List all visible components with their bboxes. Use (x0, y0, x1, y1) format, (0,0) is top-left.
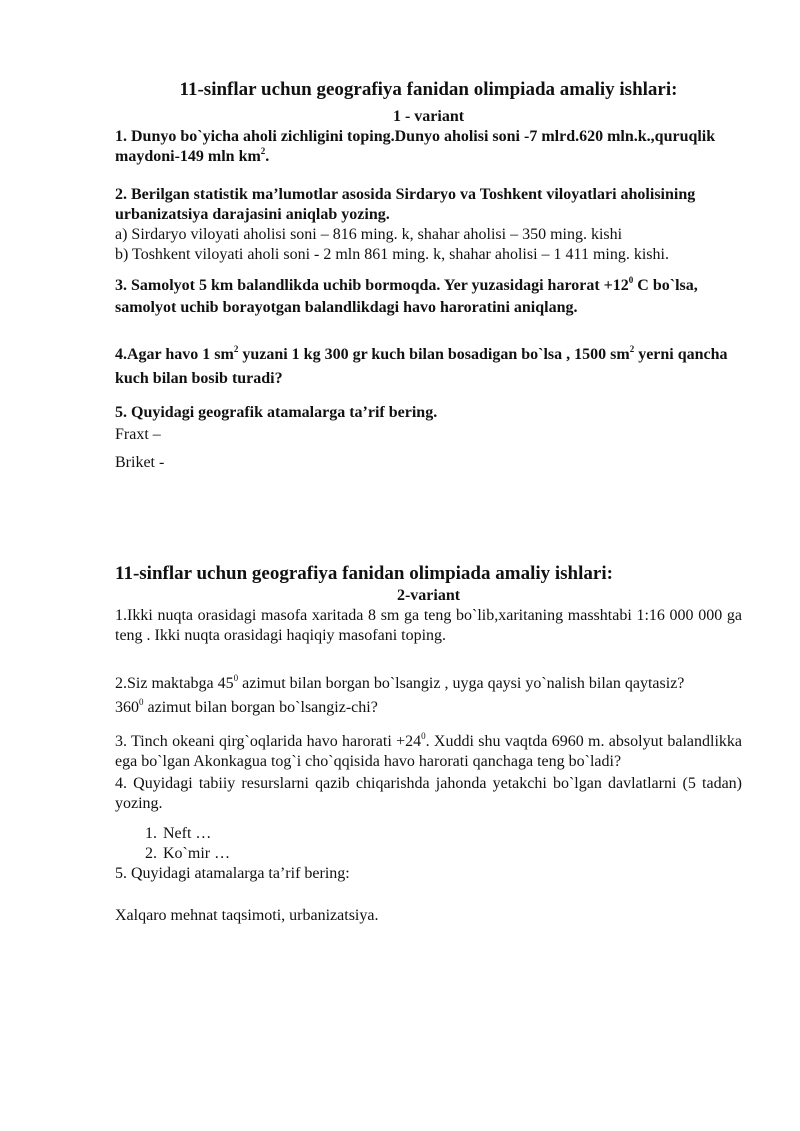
v2-question-2: 2.Siz maktabga $45^0$ azimut bilan borgan bo`lsangiz , uyga qaysi yo`nalish bilan qaytasiz? (115, 672, 685, 692)
list-item: 1. Neft … (161, 824, 742, 844)
v1-question-4: 4.Agar havo 1 $sm^2$ yuzani 1 kg 300 gr kuch bilan bosadigan bo`lsa , 1500 $sm^2$ yerni qancha kuch bilan bosib turadi? (115, 343, 728, 387)
variant-1-label: 1 - variant (392, 108, 465, 125)
v1-question-2-a: a) Sirdaryo viloyati aholisi soni – 816 ming. k, shahar aholisi – 350 ming. kishi (115, 226, 623, 243)
v1-question-2-title: 2. Berilgan statistik ma’lumotlar asosida Sirdaryo va Toshkent viloyatlari aholisining urbanizatsiya darajasini aniqlab yozing. (115, 186, 696, 223)
variant-1-section (115, 74, 742, 473)
v1-question-5-item-2: Briket - (115, 454, 165, 471)
v2-question-5-title: 5. Quyidagi atamalarga ta’rif bering: (115, 865, 350, 882)
variant-1-title: 11-sinflar uchun geografiya fanidan olimpiada amaliy ishlari: (179, 79, 678, 100)
v2-question-4: 4. Quyidagi tabiiy resurslarni qazib chiqarishda jahonda yetakchi bo`lgan davlatlarni (5 tadan) yozing. (115, 775, 742, 812)
variant-2-title: 11-sinflar uchun geografiya fanidan olimpiada amaliy ishlari: (115, 563, 613, 584)
v1-question-5-title: 5. Quyidagi geografik atamalarga ta’rif bering. (115, 404, 438, 421)
v1-question-2-b: b) Toshkent viloyati aholi soni - 2 mln 861 ming. k, shahar aholisi – 1 411 ming. kishi. (115, 246, 669, 263)
v1-question-5-item-1: Fraxt – (115, 426, 161, 443)
v2-question-2-followup: $360^0$ azimut bilan borgan bo`lsangiz-chi? (115, 696, 378, 716)
v2-question-5-answer: Xalqaro mehnat taqsimoti, urbanizatsiya. (115, 907, 379, 924)
variant-2-section (115, 562, 742, 926)
variant-2-label: 2-variant (396, 587, 461, 604)
v2-question-3: 3. Tinch okeani qirg`oqlarida havo harorati $+24^0$. Xuddi shu vaqtda 6960 m. absolyut balandlikka ega bo`lgan Akonkagua tog`i cho`qqisida havo harorati qanchaga teng bo`ladi? (115, 730, 742, 770)
v1-question-1: 1. Dunyo bo`yicha aholi zichligini toping.Dunyo aholisi soni -7 mlrd.620 mln.k.,quruqlik maydoni-149 mln $km^2$. (115, 128, 716, 165)
v2-question-1: 1.Ikki nuqta orasidagi masofa xaritada 8 sm ga teng bo`lib,xaritaning masshtabi 1:16 000 000 ga teng . Ikki nuqta orasidagi haqiqiy masofani toping. (115, 607, 742, 644)
v2-question-4-list (115, 824, 742, 864)
list-item: 2. Ko`mir … (161, 844, 742, 864)
v1-question-3: 3. Samolyot 5 km balandlikda uchib bormoqda. Yer yuzasidagi harorat $+12^0$ C bo`lsa, samolyot uchib borayotgan balandlikdagi havo haroratini aniqlang. (115, 274, 698, 316)
